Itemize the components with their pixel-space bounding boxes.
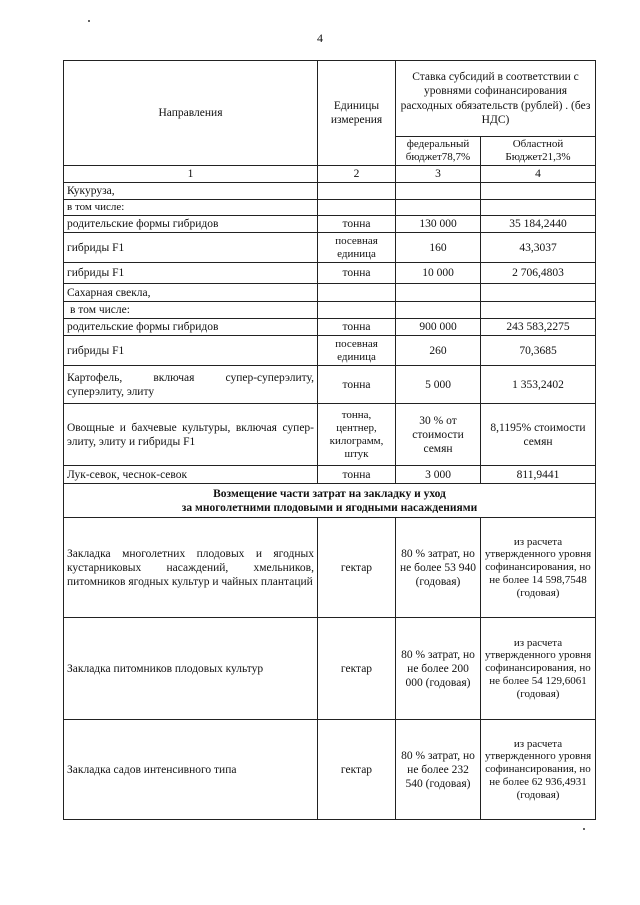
col-index-2: 2 [318,165,396,182]
table-row [64,720,596,820]
row-name: гибриды F1 [64,336,318,366]
row-unit: тонна [318,216,396,233]
row-regional: 811,9441 [481,466,596,484]
row-unit: тонна [318,319,396,336]
row-federal: 80 % затрат, но не более 232 540 (годовая) [396,720,481,820]
table-row [64,466,596,484]
col-index-4: 4 [481,165,596,182]
row-name: Овощные и бахчевые культуры, включая супер-элиту, элиту и гибриды F1 [64,404,318,466]
row-name: гибриды F1 [64,233,318,263]
row-regional: 70,3685 [481,336,596,366]
scan-speck [88,20,90,22]
table-row [64,618,596,720]
row-federal: 80 % затрат, но не более 200 000 (годовая) [396,618,481,720]
row-name: Картофель, включая супер-суперэлиту, суперэлиту, элиту [64,366,318,404]
row-name: в том числе: [64,199,318,215]
section-title: Возмещение части затрат на закладку и уход [213,487,446,500]
row-federal: 80 % затрат, но не более 53 940 (годовая) [396,518,481,618]
row-unit: тонна [318,263,396,284]
header-federal: федеральный бюджет78,7% [396,137,481,166]
table-row [64,233,596,263]
row-regional: 35 184,2440 [481,216,596,233]
table-row [64,284,596,302]
row-unit: гектар [318,618,396,720]
row-regional: 8,1195% стоимости семян [481,404,596,466]
row-name: гибриды F1 [64,263,318,284]
row-name: Лук-севок, чеснок-севок [64,466,318,484]
row-name: Закладка садов интенсивного типа [64,720,318,820]
section-title: за многолетними плодовыми и ягодными насаждениями [181,501,478,514]
header-regional: Областной Бюджет21,3% [481,137,596,166]
row-federal: 900 000 [396,319,481,336]
page-number: 4 [317,31,323,45]
table-row [64,518,596,618]
row-name: Закладка многолетних плодовых и ягодных кустарниковых насаждений, хмельников, питомников ягодных культур и чайных плантаций [64,518,318,618]
row-regional: 243 583,2275 [481,319,596,336]
row-regional: 2 706,4803 [481,263,596,284]
col-index-1: 1 [64,165,318,182]
row-federal: 130 000 [396,216,481,233]
row-regional: из расчета утвержденного уровня софинансирования, но не более 14 598,7548 (годовая) [481,518,596,618]
row-name: в том числе: [64,302,318,319]
row-regional: 1 353,2402 [481,366,596,404]
row-name: родительские формы гибридов [64,319,318,336]
header-rate-title: Ставка субсидий в соответствии с уровнями софинансирования расходных обязательств (рублей) . (без НДС) [396,61,596,137]
section-header-row [64,484,596,518]
row-unit: посевная единица [318,336,396,366]
table-row [64,182,596,199]
table-row [64,216,596,233]
col-index-3: 3 [396,165,481,182]
table-row [64,336,596,366]
row-unit: гектар [318,518,396,618]
subsidy-rates-table [63,60,596,820]
row-federal: 3 000 [396,466,481,484]
table-row [64,366,596,404]
row-name: Закладка питомников плодовых культур [64,618,318,720]
header-directions: Направления [64,61,318,166]
row-unit: посевная единица [318,233,396,263]
row-regional: из расчета утвержденного уровня софинансирования, но не более 62 936,4931 (годовая) [481,720,596,820]
row-name: Кукуруза, [64,182,318,199]
row-regional: из расчета утвержденного уровня софинансирования, но не более 54 129,6061 (годовая) [481,618,596,720]
row-federal: 30 % от стоимости семян [396,404,481,466]
row-unit: тонна [318,466,396,484]
scan-speck [583,828,585,830]
row-federal: 5 000 [396,366,481,404]
row-name: родительские формы гибридов [64,216,318,233]
row-unit: гектар [318,720,396,820]
header-units: Единицы измерения [318,61,396,166]
table-row [64,199,596,215]
row-unit: тонна, центнер, килограмм, штук [318,404,396,466]
row-federal: 260 [396,336,481,366]
row-federal: 160 [396,233,481,263]
row-unit: тонна [318,366,396,404]
table-row [64,302,596,319]
row-federal: 10 000 [396,263,481,284]
table-row [64,404,596,466]
row-name: Сахарная свекла, [64,284,318,302]
table-row [64,319,596,336]
row-regional: 43,3037 [481,233,596,263]
table-row [64,263,596,284]
